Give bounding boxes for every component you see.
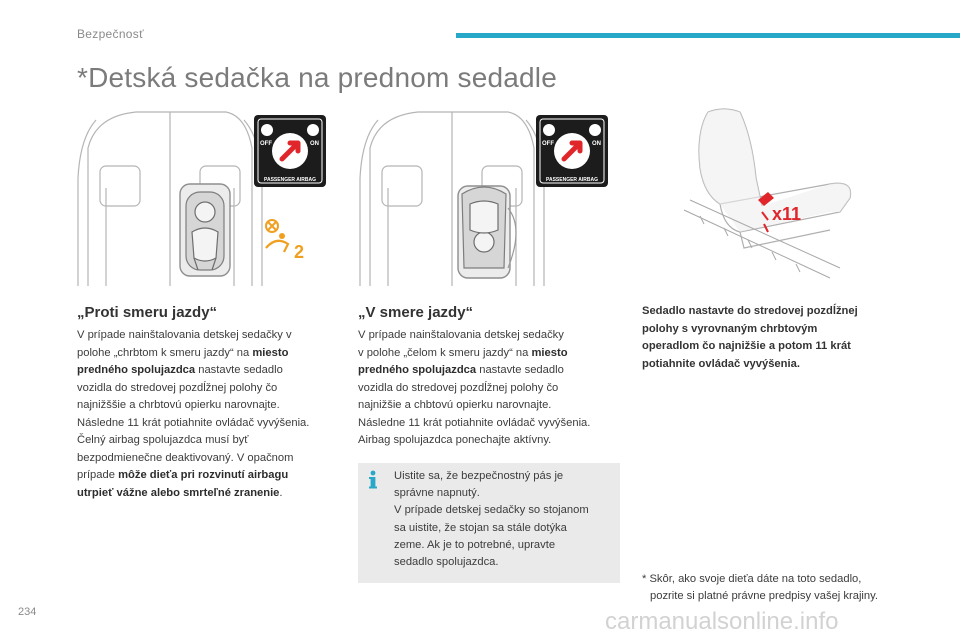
page-title: *Detská sedačka na prednom sedadle	[77, 62, 557, 93]
section-label: Bezpečnosť	[77, 27, 144, 41]
airbag-on-text: ON	[310, 141, 319, 147]
forward-facing-text: V prípade nainštalovania detskej sedačky v polohe „čelom k smeru jazdy“ na miesto predného spolujazdca nastavte sedadlo vozidla do stredovej pozdĺžnej polohy čo najnižšie a chbtovú opierku narovnajte. Následne 11 krát potiahnite ovládač vyvýšenia. Airbag spolujazdca ponechajte aktívny.	[358, 329, 591, 446]
seat-height-adjust-illustration	[680, 108, 866, 286]
seat-adjust-instructions: Sedadlo nastavte do stredovej pozdĺžnej polohy s vyrovnaným chrbtovým operadlom čo najnižšie a potom 11 krát potiahnite ovládač vyvýšenia.	[642, 305, 858, 370]
passenger-airbag-text-2: PASSENGER AIRBAG	[546, 177, 598, 183]
airbag-warning-icon	[262, 218, 310, 262]
airbag-on-text-2: ON	[592, 141, 601, 147]
forward-facing-title: „V smere jazdy“	[358, 304, 474, 321]
warning-count-text: 2	[294, 242, 305, 262]
airbag-on-label-icon	[536, 115, 608, 187]
page-number: 234	[18, 606, 37, 618]
airbag-off-text: OFF	[260, 141, 272, 147]
seat-count-text: x11	[772, 204, 802, 224]
watermark: carmanualsonline.info	[605, 608, 839, 635]
airbag-off-text-2: OFF	[542, 141, 554, 147]
passenger-airbag-text: PASSENGER AIRBAG	[264, 177, 316, 183]
airbag-off-label-icon	[254, 115, 326, 187]
info-icon	[366, 470, 380, 490]
rear-facing-title: „Proti smeru jazdy“	[77, 304, 218, 321]
footnote: * Skôr, ako svoje dieťa dáte na toto sedadlo, pozrite si platné právne predpisy vašej krajiny.	[642, 573, 879, 602]
rear-facing-text: V prípade nainštalovania detskej sedačky v polohe „chrbtom k smeru jazdy“ na miesto predného spolujazdca nastavte sedadlo vozidla do stredovej pozdĺžnej polohy čo najnižššie a chrbtovú opierku narovnajte. Následne 11 krát potiahnite ovládač vyvýšenia. Čelný airbag spolujazdca musí byť bezpodmienečne deaktivovaný. V opačnom prípade môže dieťa pri rozvinutí airbagu utrpieť vážne alebo smrteľné zranenie.	[77, 329, 310, 499]
info-text: Uistite sa, že bezpečnostný pás je správne napnutý. V prípade detskej sedačky so stojanom sa uistite, že stojan sa stále dotýka zeme. Ak je to potrebné, upravte sedadlo spolujazdca.	[394, 470, 589, 569]
header-accent-bar	[456, 33, 960, 38]
